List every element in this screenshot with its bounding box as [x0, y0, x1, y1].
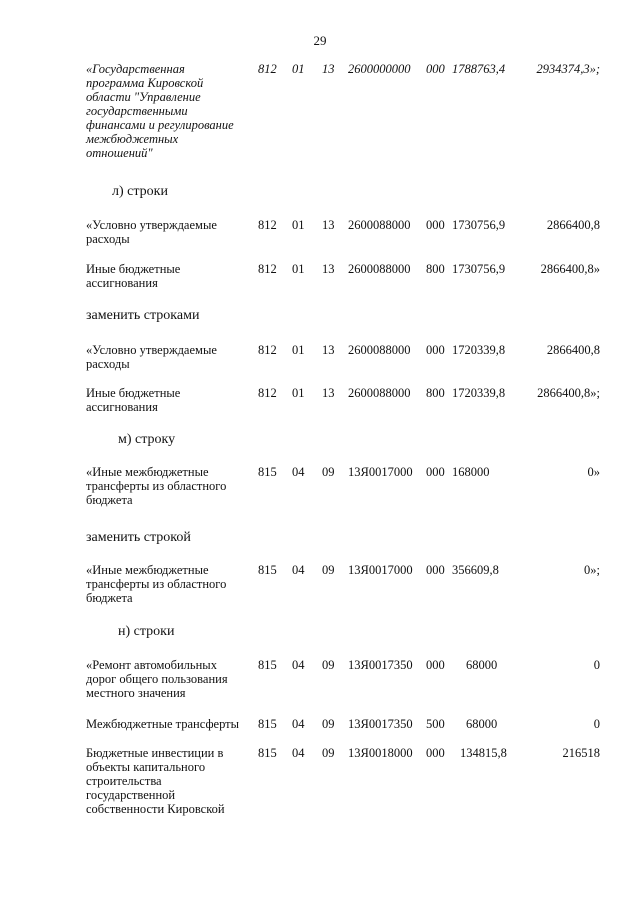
row-name: «Ремонт автомобильных дорог общего пользования местного значения	[86, 658, 228, 700]
row-section: 01	[292, 262, 305, 276]
row-sum-1: 1730756,9	[452, 262, 506, 276]
row-name: Межбюджетные трансферты	[86, 717, 240, 731]
row-expense-type: 000	[426, 465, 445, 479]
row-expense-type: 000	[426, 658, 445, 672]
row-target-article: 2600088000	[348, 262, 411, 276]
row-sum-1: 1788763,4	[452, 62, 506, 76]
row-subsection: 13	[322, 386, 335, 400]
row-sum-1: 68000	[466, 717, 498, 731]
row-target-article: 2600088000	[348, 386, 411, 400]
row-target-article: 13Я0017350	[348, 717, 413, 731]
row-subsection: 09	[322, 563, 335, 577]
row-sum-1: 134815,8	[460, 746, 507, 760]
row-sum-2: 0	[593, 717, 600, 731]
row-expense-type: 000	[426, 563, 445, 577]
row-expense-type: 000	[426, 218, 445, 232]
row-sum-2: 2866400,8»	[540, 262, 600, 276]
row-admin-code: 815	[258, 658, 277, 672]
row-sum-2: 2866400,8»;	[537, 386, 600, 400]
row-sum-2: 0»	[587, 465, 600, 479]
row-subsection: 09	[322, 746, 335, 760]
row-subsection: 13	[322, 218, 335, 232]
row-sum-1: 1720339,8	[452, 343, 506, 357]
row-subsection: 09	[322, 717, 335, 731]
row-section: 04	[292, 563, 305, 577]
section-heading: заменить строками	[86, 308, 200, 323]
row-section: 04	[292, 746, 305, 760]
row-section: 04	[292, 465, 305, 479]
row-target-article: 13Я0018000	[348, 746, 413, 760]
row-subsection: 09	[322, 658, 335, 672]
row-name: «Иные межбюджетные трансферты из областного бюджета	[86, 465, 227, 507]
section-heading: м) строку	[118, 432, 176, 447]
row-section: 01	[292, 343, 305, 357]
row-expense-type: 800	[426, 262, 445, 276]
row-target-article: 13Я0017000	[348, 563, 413, 577]
row-admin-code: 812	[258, 343, 277, 357]
row-sum-1: 356609,8	[452, 563, 499, 577]
row-subsection: 09	[322, 465, 335, 479]
row-section: 04	[292, 658, 305, 672]
row-sum-2: 216518	[562, 746, 600, 760]
row-expense-type: 500	[426, 717, 445, 731]
row-target-article: 2600088000	[348, 343, 411, 357]
row-admin-code: 812	[258, 62, 277, 76]
row-target-article: 2600000000	[348, 62, 411, 76]
row-name: «Условно утверждаемые расходы	[86, 343, 217, 371]
row-name: «Условно утверждаемые расходы	[86, 218, 217, 246]
row-name: Иные бюджетные ассигнования	[86, 262, 181, 290]
row-name: Бюджетные инвестиции в объекты капитального строительства государственной собственности Кировской	[86, 746, 225, 816]
row-name: Иные бюджетные ассигнования	[86, 386, 181, 414]
row-admin-code: 815	[258, 563, 277, 577]
page-number: 29	[313, 33, 327, 48]
row-expense-type: 800	[426, 386, 445, 400]
row-admin-code: 812	[258, 218, 277, 232]
row-target-article: 2600088000	[348, 218, 411, 232]
section-heading: н) строки	[118, 624, 175, 639]
row-subsection: 13	[322, 62, 335, 76]
row-target-article: 13Я0017350	[348, 658, 413, 672]
row-sum-2: 2866400,8	[546, 218, 600, 232]
row-subsection: 13	[322, 262, 335, 276]
row-name: «Иные межбюджетные трансферты из областного бюджета	[86, 563, 227, 605]
section-heading: заменить строкой	[86, 530, 191, 545]
row-sum-2: 2934374,3»;	[536, 62, 600, 76]
row-subsection: 13	[322, 343, 335, 357]
row-admin-code: 812	[258, 386, 277, 400]
section-heading: л) строки	[112, 184, 168, 199]
row-sum-1: 168000	[452, 465, 490, 479]
row-sum-2: 0	[593, 658, 600, 672]
row-sum-2: 0»;	[584, 563, 600, 577]
row-section: 04	[292, 717, 305, 731]
row-sum-1: 1730756,9	[452, 218, 506, 232]
row-admin-code: 815	[258, 465, 277, 479]
row-admin-code: 815	[258, 717, 277, 731]
row-sum-1: 1720339,8	[452, 386, 506, 400]
row-expense-type: 000	[426, 62, 445, 76]
row-section: 01	[292, 386, 305, 400]
row-sum-1: 68000	[466, 658, 498, 672]
row-admin-code: 812	[258, 262, 277, 276]
row-expense-type: 000	[426, 343, 445, 357]
row-section: 01	[292, 62, 305, 76]
row-admin-code: 815	[258, 746, 277, 760]
row-section: 01	[292, 218, 305, 232]
row-expense-type: 000	[426, 746, 445, 760]
row-name: «Государственная программа Кировской области "Управление государственными финансами и регулирование межбюджетных отношений"	[86, 62, 234, 160]
row-sum-2: 2866400,8	[546, 343, 600, 357]
row-target-article: 13Я0017000	[348, 465, 413, 479]
